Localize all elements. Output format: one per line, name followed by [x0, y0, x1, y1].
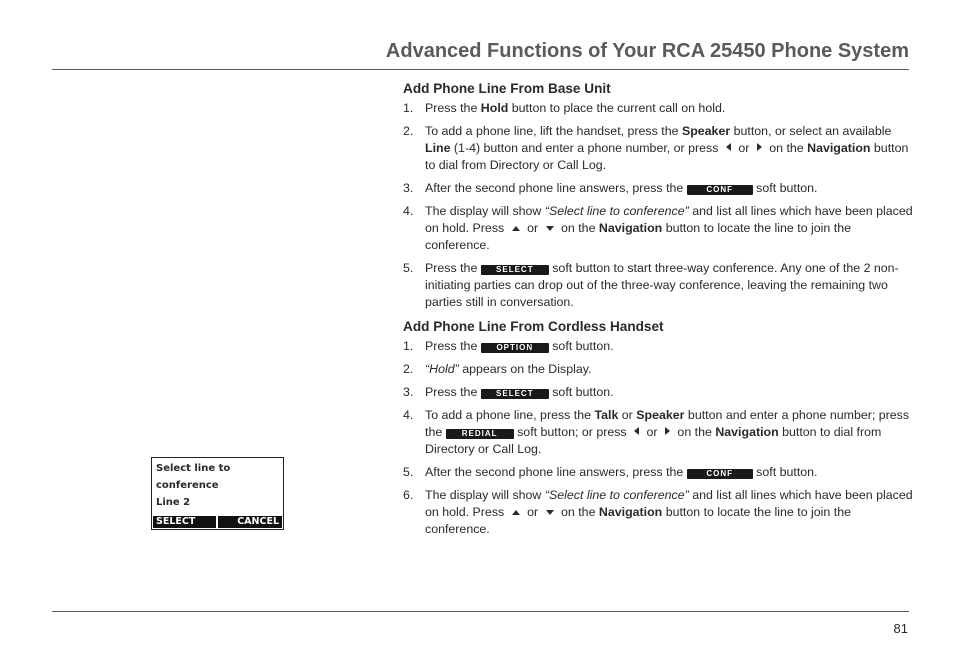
left-arrow-icon: [726, 143, 731, 151]
base-unit-steps: [403, 100, 913, 311]
left-arrow-icon: [634, 427, 639, 435]
display-select-key: SELECT: [156, 516, 196, 527]
display-line: Line 2: [156, 497, 191, 508]
conf-softkey: CONF: [687, 469, 753, 479]
instructions: [403, 80, 913, 545]
step: 5. After the second phone line answers, press the CONF soft button.: [403, 465, 818, 479]
conf-softkey: CONF: [687, 185, 753, 195]
up-arrow-icon: [512, 510, 520, 515]
step: 1. Press the Hold button to place the current call on hold.: [403, 101, 726, 115]
step: 3. Press the SELECT soft button.: [403, 385, 614, 399]
softkey-divider: [216, 516, 218, 528]
display-softkey-bar: [153, 516, 282, 528]
handset-steps: [403, 338, 913, 538]
footer-rule: [52, 611, 909, 612]
redial-softkey: REDIAL: [446, 429, 514, 439]
step: 6. The display will show “Select line to conference” and list all lines which have been placed on hold. Press or on the Navigation button to locate the line to join the conference.: [403, 488, 913, 536]
page-number: 81: [893, 621, 908, 636]
step: 5. Press the SELECT soft button to start three-way conference. Any one of the 2 non-initiating parties can drop out of the three-way conference, leaving the remaining two parties still in conversation.: [403, 261, 899, 309]
step: 4. The display will show “Select line to conference” and list all lines which have been placed on hold. Press or on the Navigation button to locate the line to join the conference.: [403, 204, 913, 252]
right-arrow-icon: [757, 143, 762, 151]
step: 4. To add a phone line, press the Talk or Speaker button and enter a phone number; press the REDIAL soft button; or press or on the Navigation button to dial from Directory or Call Log.: [403, 408, 910, 456]
section-heading-cordless-handset: Add Phone Line From Cordless Handset: [403, 319, 664, 334]
down-arrow-icon: [546, 226, 554, 231]
step: 1. Press the OPTION soft button.: [403, 339, 614, 353]
down-arrow-icon: [546, 510, 554, 515]
select-softkey: SELECT: [481, 265, 549, 275]
step: 3. After the second phone line answers, press the CONF soft button.: [403, 181, 818, 195]
section-heading-base-unit: Add Phone Line From Base Unit: [403, 81, 611, 96]
handset-display-illustration: [151, 457, 284, 530]
step: 2. “Hold” appears on the Display.: [403, 362, 592, 376]
option-softkey: OPTION: [481, 343, 549, 353]
display-line: conference: [156, 480, 219, 491]
up-arrow-icon: [512, 226, 520, 231]
header-rule: [52, 69, 909, 70]
display-line: Select line to: [156, 463, 231, 474]
select-softkey: SELECT: [481, 389, 549, 399]
right-arrow-icon: [665, 427, 670, 435]
step: 2. To add a phone line, lift the handset, press the Speaker button, or select an available Line (1-4) button and enter a phone number, or press or on the Navigation button to dial from Directory or Call Log.: [403, 124, 909, 172]
display-cancel-key: CANCEL: [237, 516, 279, 527]
page-title: Advanced Functions of Your RCA 25450 Phone System: [385, 40, 909, 62]
